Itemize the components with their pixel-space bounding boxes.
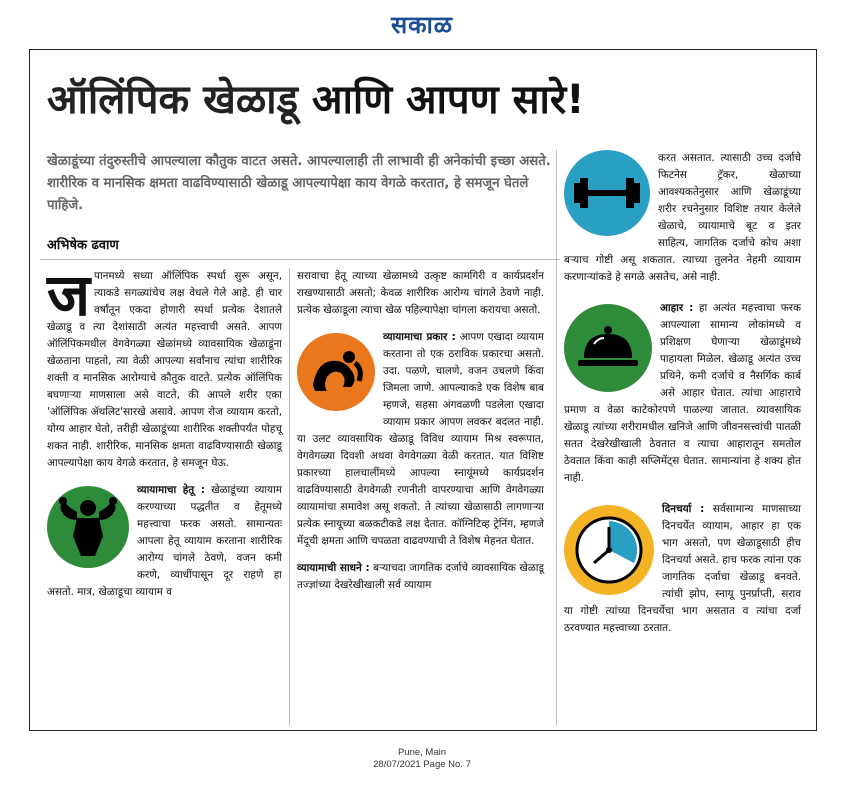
article-headline xyxy=(47,74,807,126)
headline-part2: आणि आपण सारे! xyxy=(311,77,585,123)
exercise-type-text: आपण एखादा व्यायाम करताना तो एक ठराविक प्रकारचा असतो. उदा. पळणे, चालणे, वजन उचलणे किंवा जिमला जाणे. आपल्याकडे एक विशेष बाब म्हणजे, सहसा अंगवळणी पडलेला एखादा व्यायाम प्रकार आपण लवकर बदलत नाही. या उलट व्यावसायिक खेळाडू विविध व्यायाम मिश्र स्वरूपात, वेगवेगळ्या दिवशी अथवा वेगवेगळ्या वेळी करतात. यात विशिष्ट प्रकारच्या हालचालींमध्ये आपल्या स्नायूंमध्ये कार्यप्रदर्शन वाढविण्यासाठी वेगवेगळी रणनीती वापरण्याचा आणि वेगवेगळ्या व्यायामांचा समावेश असू शकतो. ते त्यांच्या खेळासाठी लागणाऱ्या प्रत्येक स्नायूच्या बळकटीकडे लक्ष देतात. कॉग्निटिव्ह ट्रेनिंग, म्हणजे मेंदूची क्षमता आणि चपळता वाढवण्याची ते विशेष मेहनत घेतात. xyxy=(297,331,545,547)
column2-paragraph: सरावाचा हेतू त्याच्या खेळामध्ये उत्कृष्ट कामगिरी व कार्यप्रदर्शन राखण्यासाठी असतो; केवळ शारीरिक आरोग्य चांगले ठेवणे नाही. प्रत्येक खेळाडूला त्याचा खेळ पहिल्यापेक्षा चांगला करायचा असतो. xyxy=(297,270,544,316)
intro-divider xyxy=(40,259,560,260)
article-column-2 xyxy=(297,268,544,594)
masthead-logo: सकाळ xyxy=(390,11,454,39)
article-intro: खेळाडूंच्या तंदुरुस्तीचे आपल्याला कौतुक वाटत असते. आपल्यालाही ती लाभावी ही अनेकांची इच्छा असते. शारीरिक व मानसिक क्षमता वाढविण्यासाठी खेळाडू आपल्यापेक्षा काय वेगळे करतात, हे समजून घेतले पाहिजे. xyxy=(47,154,551,213)
routine-text: सर्वसामान्य माणसाच्या दिनचर्येत व्यायाम, आहार हा एक भाग असतो, पण खेळाडूसाठी हीच दिनचर्या असते. हाच फरक त्यांना एक जागतिक दर्जाचा खेळाडू बनवते. त्यांची झोप, स्नायू पुनर्प्राप्ती, सराव या गोष्टी त्यांच्या दिनचर्येचा भाग असतात व त्यांचा दर्जा ठरवण्यात महत्त्वाच्या ठरतात. xyxy=(564,503,801,634)
edition-label: Pune, Main xyxy=(397,747,447,758)
column3-paragraph: करत असतात. त्यासाठी उच्च दर्जाचे फिटनेस ट्रॅकर, खेळाच्या आवश्यकतेनुसार आणि खेळाडूंच्या शरीर रचनेनुसार विशिष्ट तयार केलेले खेळाचे, व्यायामाचे बूट व इतर साहित्य, जागतिक दर्जाचे कोच अशा बऱ्याच गोष्टी असू शकतात. त्याच्या तुलनेत नेहमी व्यायाम करणाऱ्यांकडे हे सगळे असतेच, असे नाही. xyxy=(564,152,801,283)
dumbbell-icon xyxy=(564,150,650,236)
routine-heading: दिनचर्या : xyxy=(662,503,705,515)
article-column-3 xyxy=(564,150,801,637)
exercise-equipment-section xyxy=(297,560,544,594)
exercise-equipment-text: बऱ्याचदा जागतिक दर्जाचे व्यावसायिक खेळाडू तज्ज्ञांच्या देखरेखीखाली सर्व व्यायाम xyxy=(297,562,544,591)
column-divider xyxy=(556,150,557,726)
page-footer xyxy=(0,747,844,771)
exercise-purpose-heading: व्यायामाचा हेतू : xyxy=(137,484,205,496)
author-byline: अभिषेक ढवाण xyxy=(47,238,119,253)
exercise-purpose-text: खेळाडूंच्या व्यायाम करण्याच्या पद्धतीत व हेतूमध्ये महत्त्वाचा फरक असतो. सामान्यतः आपला हेतू व्यायाम करताना शारीरिक आरोग्य चांगले ठेवणे, वजन कमी करणे, व्याधींपासून दूर राहणे हा असतो. मात्र, खेळाडूचा व्यायाम व xyxy=(47,484,282,598)
muscle-man-icon xyxy=(47,486,129,568)
date-page-label: 28/07/2021 Page No. 7 xyxy=(373,759,471,770)
column1-paragraph: पानमध्ये सध्या ऑलिंपिक स्पर्धा सुरू असून, त्याकडे सगळ्यांचेच लक्ष वेधले गेले आहे. ही चार वर्षांतून एकदा होणारी स्पर्धा प्रत्येक देशातले खेळाडू व त्या देशांसाठी अत्यंत महत्त्वाची असते. आपण ऑलिंपिकमधील वेगवेगळ्या खेळांमध्ये व्यावसायिक खेळाडूंना खेळताना पाहतो, त्या वेळी आपल्या सर्वांनाच त्यांचा शारीरिक शक्ती व मानसिक आरोग्याचे कौतुक वाटते. प्रत्येक ऑलिंपिक बघणाऱ्या माणसाला असे वाटते, की आपले शरीर एका 'ऑलिंपिक ॲथलिट'सारखे असावे. आपण रोज व्यायाम करतो, योग्य आहार घेतो, तरीही खेळाडूंच्या शारीरिक शक्तीपर्यंत पोहचू शकत नाही. शारीरिक, मानसिक क्षमता वाढविण्यासाठी खेळाडू आपल्यापेक्षा काय वेगळे करतात, हे समजून घेऊ. xyxy=(47,270,282,469)
yoga-pose-icon xyxy=(297,333,375,411)
exercise-type-heading: व्यायामाचा प्रकार : xyxy=(383,331,456,343)
diet-text: हा अत्यंत महत्त्वाचा फरक आपल्याला सामान्य लोकांमध्ये व प्रशिक्षण घेणाऱ्या खेळाडूंमध्ये पाहायला मिळेल. खेळाडू अत्यंत उच्च प्रथिने, कमी दर्जाचे व नैसर्गिक कार्ब असे आहार घेतात. त्यांचा आहाराचे प्रमाण व वेळा काटेकोरपणे पाळल्या जातात. व्यावसायिक खेळाडू त्यांच्या शरीरामधील खनिजे आणि जीवनसत्त्वांची पातळी सतत देखरेखीखाली ठेवतात व त्याचा आहारातून समतोल ठेवतात किंवा काही सप्लिमेंट्स घेतात. सामान्यांना हे शक्य होत नाही. xyxy=(564,302,802,484)
clock-icon xyxy=(564,505,654,595)
headline-part1: ऑलिंपिक खेळाडू xyxy=(47,77,299,123)
column-divider xyxy=(289,268,290,726)
food-cloche-icon xyxy=(564,304,652,392)
drop-cap: ज xyxy=(47,261,91,329)
diet-heading: आहार : xyxy=(660,302,694,314)
article-column-1 xyxy=(47,261,282,601)
exercise-equipment-heading: व्यायामाची साधने : xyxy=(297,562,370,574)
